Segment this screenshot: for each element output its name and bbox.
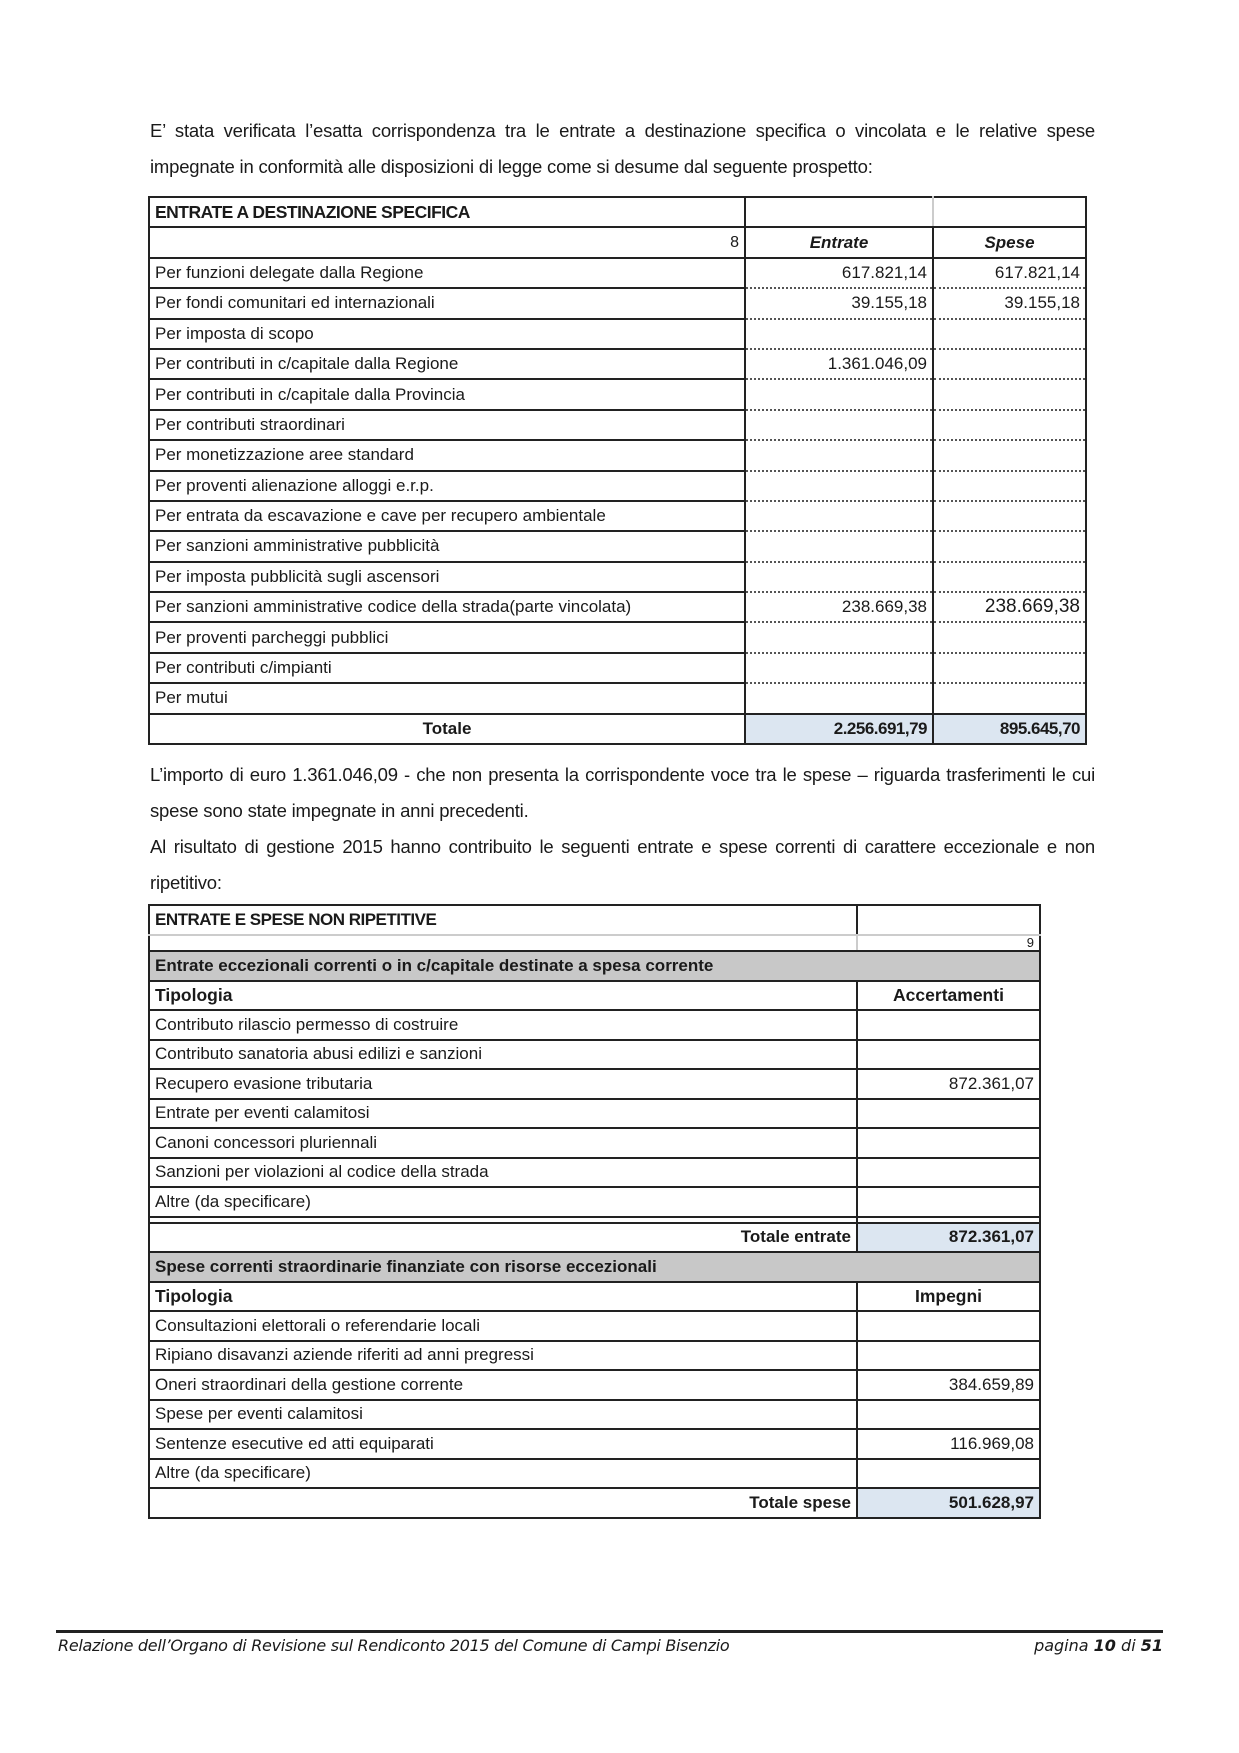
row-label: Per mutui (149, 683, 745, 713)
intro-paragraph: E’ stata verificata l’esatta corrispondenza tra le entrate a destinazione specifica o vincolata e le relative spese impegnate in conformità alle disposizioni di legge come si desume dal seguente prospetto: (150, 120, 1095, 177)
row-label: Per proventi parcheggi pubblici (149, 622, 745, 652)
row-value (857, 1400, 1040, 1430)
row-label: Per monetizzazione aree standard (149, 440, 745, 470)
column-header-entrate: Entrate (745, 227, 933, 257)
row-value: 384.659,89 (857, 1370, 1040, 1400)
row-label: Per contributi in c/capitale dalla Regione (149, 349, 745, 379)
row-entrate (745, 622, 933, 652)
row-label: Per fondi comunitari ed internazionali (149, 288, 745, 318)
note-paragraph: L’importo di euro 1.361.046,09 - che non presenta la corrispondente voce tra le spese – riguarda trasferimenti le cui spese sono state impegnate in anni precedenti. (150, 764, 1095, 821)
row-value: 872.361,07 (857, 1069, 1040, 1099)
table-row (149, 1128, 1040, 1158)
entrate-spese-non-ripetitive-table (148, 904, 1041, 1519)
page-footer (58, 1636, 1163, 1655)
row-value (857, 1341, 1040, 1371)
table-row (149, 349, 1086, 379)
row-spese: 39.155,18 (933, 288, 1086, 318)
row-value (857, 1187, 1040, 1217)
row-value (857, 1010, 1040, 1040)
table-row (149, 622, 1086, 652)
entrate-destinazione-specifica-table (148, 196, 1087, 745)
row-spese: 617.821,14 (933, 258, 1086, 288)
table-row (149, 653, 1086, 683)
row-label: Per contributi straordinari (149, 410, 745, 440)
table-title-row (149, 905, 1040, 935)
intro-paragraph-2: Al risultato di gestione 2015 hanno contribuito le seguenti entrate e spese correnti di carattere eccezionale e non ripetitivo: (150, 836, 1095, 893)
row-label: Per imposta pubblicità sugli ascensori (149, 562, 745, 592)
table-row (149, 319, 1086, 349)
row-entrate (745, 501, 933, 531)
row-label: Per contributi c/impianti (149, 653, 745, 683)
row-label: Altre (da specificare) (149, 1459, 857, 1489)
table-row (149, 1370, 1040, 1400)
table-row (149, 1187, 1040, 1217)
row-label: Per funzioni delegate dalla Regione (149, 258, 745, 288)
index-marker: 9 (857, 935, 1040, 951)
total-entrate: 2.256.691,79 (745, 714, 933, 744)
row-entrate: 238.669,38 (745, 592, 933, 622)
table-row (149, 1429, 1040, 1459)
row-entrate: 1.361.046,09 (745, 349, 933, 379)
table-header-row (149, 227, 1086, 257)
row-entrate: 39.155,18 (745, 288, 933, 318)
table-total-row (149, 714, 1086, 744)
table-row (149, 1099, 1040, 1129)
table-row (149, 683, 1086, 713)
row-spese (933, 349, 1086, 379)
row-label: Sentenze esecutive ed atti equiparati (149, 1429, 857, 1459)
total-entrate-label: Totale entrate (149, 1223, 857, 1253)
row-value (857, 1128, 1040, 1158)
row-entrate (745, 653, 933, 683)
row-spese (933, 410, 1086, 440)
column-header-accertamenti: Accertamenti (857, 981, 1040, 1011)
section-band-entrate: Entrate eccezionali correnti o in c/capitale destinate a spesa corrente (149, 951, 1040, 981)
row-spese: 238.669,38 (933, 592, 1086, 622)
page-number: pagina 10 di 51 (1034, 1636, 1163, 1655)
row-spese (933, 622, 1086, 652)
row-entrate (745, 531, 933, 561)
row-label: Ripiano disavanzi aziende riferiti ad anni pregressi (149, 1341, 857, 1371)
table-title-row (149, 197, 1086, 227)
table-row (149, 1341, 1040, 1371)
footer-title: Relazione dell’Organo di Revisione sul Rendiconto 2015 del Comune di Campi Bisenzio (58, 1636, 730, 1655)
total-spese-row (149, 1488, 1040, 1518)
index-marker: 8 (149, 227, 745, 257)
row-label: Per sanzioni amministrative pubblicità (149, 531, 745, 561)
row-label: Altre (da specificare) (149, 1187, 857, 1217)
column-header-row (149, 1282, 1040, 1312)
table-title: ENTRATE A DESTINAZIONE SPECIFICA (149, 197, 745, 227)
table-row (149, 471, 1086, 501)
table-row (149, 501, 1086, 531)
row-spese (933, 531, 1086, 561)
table-row (149, 379, 1086, 409)
table-row (149, 288, 1086, 318)
row-entrate (745, 379, 933, 409)
table-title: ENTRATE E SPESE NON RIPETITIVE (149, 905, 857, 935)
table-row (149, 1311, 1040, 1341)
row-spese (933, 471, 1086, 501)
column-header-impegni: Impegni (857, 1282, 1040, 1312)
row-value: 116.969,08 (857, 1429, 1040, 1459)
table-row (149, 1010, 1040, 1040)
total-spese-value: 501.628,97 (857, 1488, 1040, 1518)
section-band-spese: Spese correnti straordinarie finanziate con risorse eccezionali (149, 1252, 1040, 1282)
table-row (149, 1400, 1040, 1430)
row-entrate (745, 319, 933, 349)
row-spese (933, 379, 1086, 409)
row-value (857, 1459, 1040, 1489)
footer-divider (56, 1630, 1163, 1633)
row-label: Recupero evasione tributaria (149, 1069, 857, 1099)
row-entrate: 617.821,14 (745, 258, 933, 288)
row-entrate (745, 562, 933, 592)
total-spese-label: Totale spese (149, 1488, 857, 1518)
column-header-tipologia: Tipologia (149, 1282, 857, 1312)
total-label: Totale (149, 714, 745, 744)
row-label: Per proventi alienazione alloggi e.r.p. (149, 471, 745, 501)
table-row (149, 258, 1086, 288)
table-row (149, 1040, 1040, 1070)
row-label: Per sanzioni amministrative codice della strada(parte vincolata) (149, 592, 745, 622)
row-spese (933, 501, 1086, 531)
table-row (149, 1158, 1040, 1188)
row-label: Per entrata da escavazione e cave per recupero ambientale (149, 501, 745, 531)
table-row (149, 531, 1086, 561)
total-entrate-value: 872.361,07 (857, 1223, 1040, 1253)
column-header-tipologia: Tipologia (149, 981, 857, 1011)
row-label: Per imposta di scopo (149, 319, 745, 349)
row-label: Entrate per eventi calamitosi (149, 1099, 857, 1129)
total-entrate-row (149, 1223, 1040, 1253)
row-spese (933, 319, 1086, 349)
row-spese (933, 653, 1086, 683)
table-row (149, 562, 1086, 592)
row-value (857, 1311, 1040, 1341)
table-row (149, 440, 1086, 470)
row-value (857, 1158, 1040, 1188)
row-label: Per contributi in c/capitale dalla Provincia (149, 379, 745, 409)
table-row (149, 592, 1086, 622)
table-row (149, 1459, 1040, 1489)
total-spese: 895.645,70 (933, 714, 1086, 744)
row-label: Canoni concessori pluriennali (149, 1128, 857, 1158)
row-entrate (745, 440, 933, 470)
row-spese (933, 440, 1086, 470)
row-entrate (745, 471, 933, 501)
row-value (857, 1040, 1040, 1070)
row-label: Oneri straordinari della gestione corrente (149, 1370, 857, 1400)
table-row (149, 410, 1086, 440)
column-header-row (149, 981, 1040, 1011)
row-entrate (745, 683, 933, 713)
row-label: Contributo sanatoria abusi edilizi e sanzioni (149, 1040, 857, 1070)
row-spese (933, 683, 1086, 713)
row-label: Spese per eventi calamitosi (149, 1400, 857, 1430)
row-entrate (745, 410, 933, 440)
column-header-spese: Spese (933, 227, 1086, 257)
row-label: Contributo rilascio permesso di costruire (149, 1010, 857, 1040)
row-label: Consultazioni elettorali o referendarie locali (149, 1311, 857, 1341)
row-value (857, 1099, 1040, 1129)
table-row (149, 1069, 1040, 1099)
row-label: Sanzioni per violazioni al codice della strada (149, 1158, 857, 1188)
row-spese (933, 562, 1086, 592)
